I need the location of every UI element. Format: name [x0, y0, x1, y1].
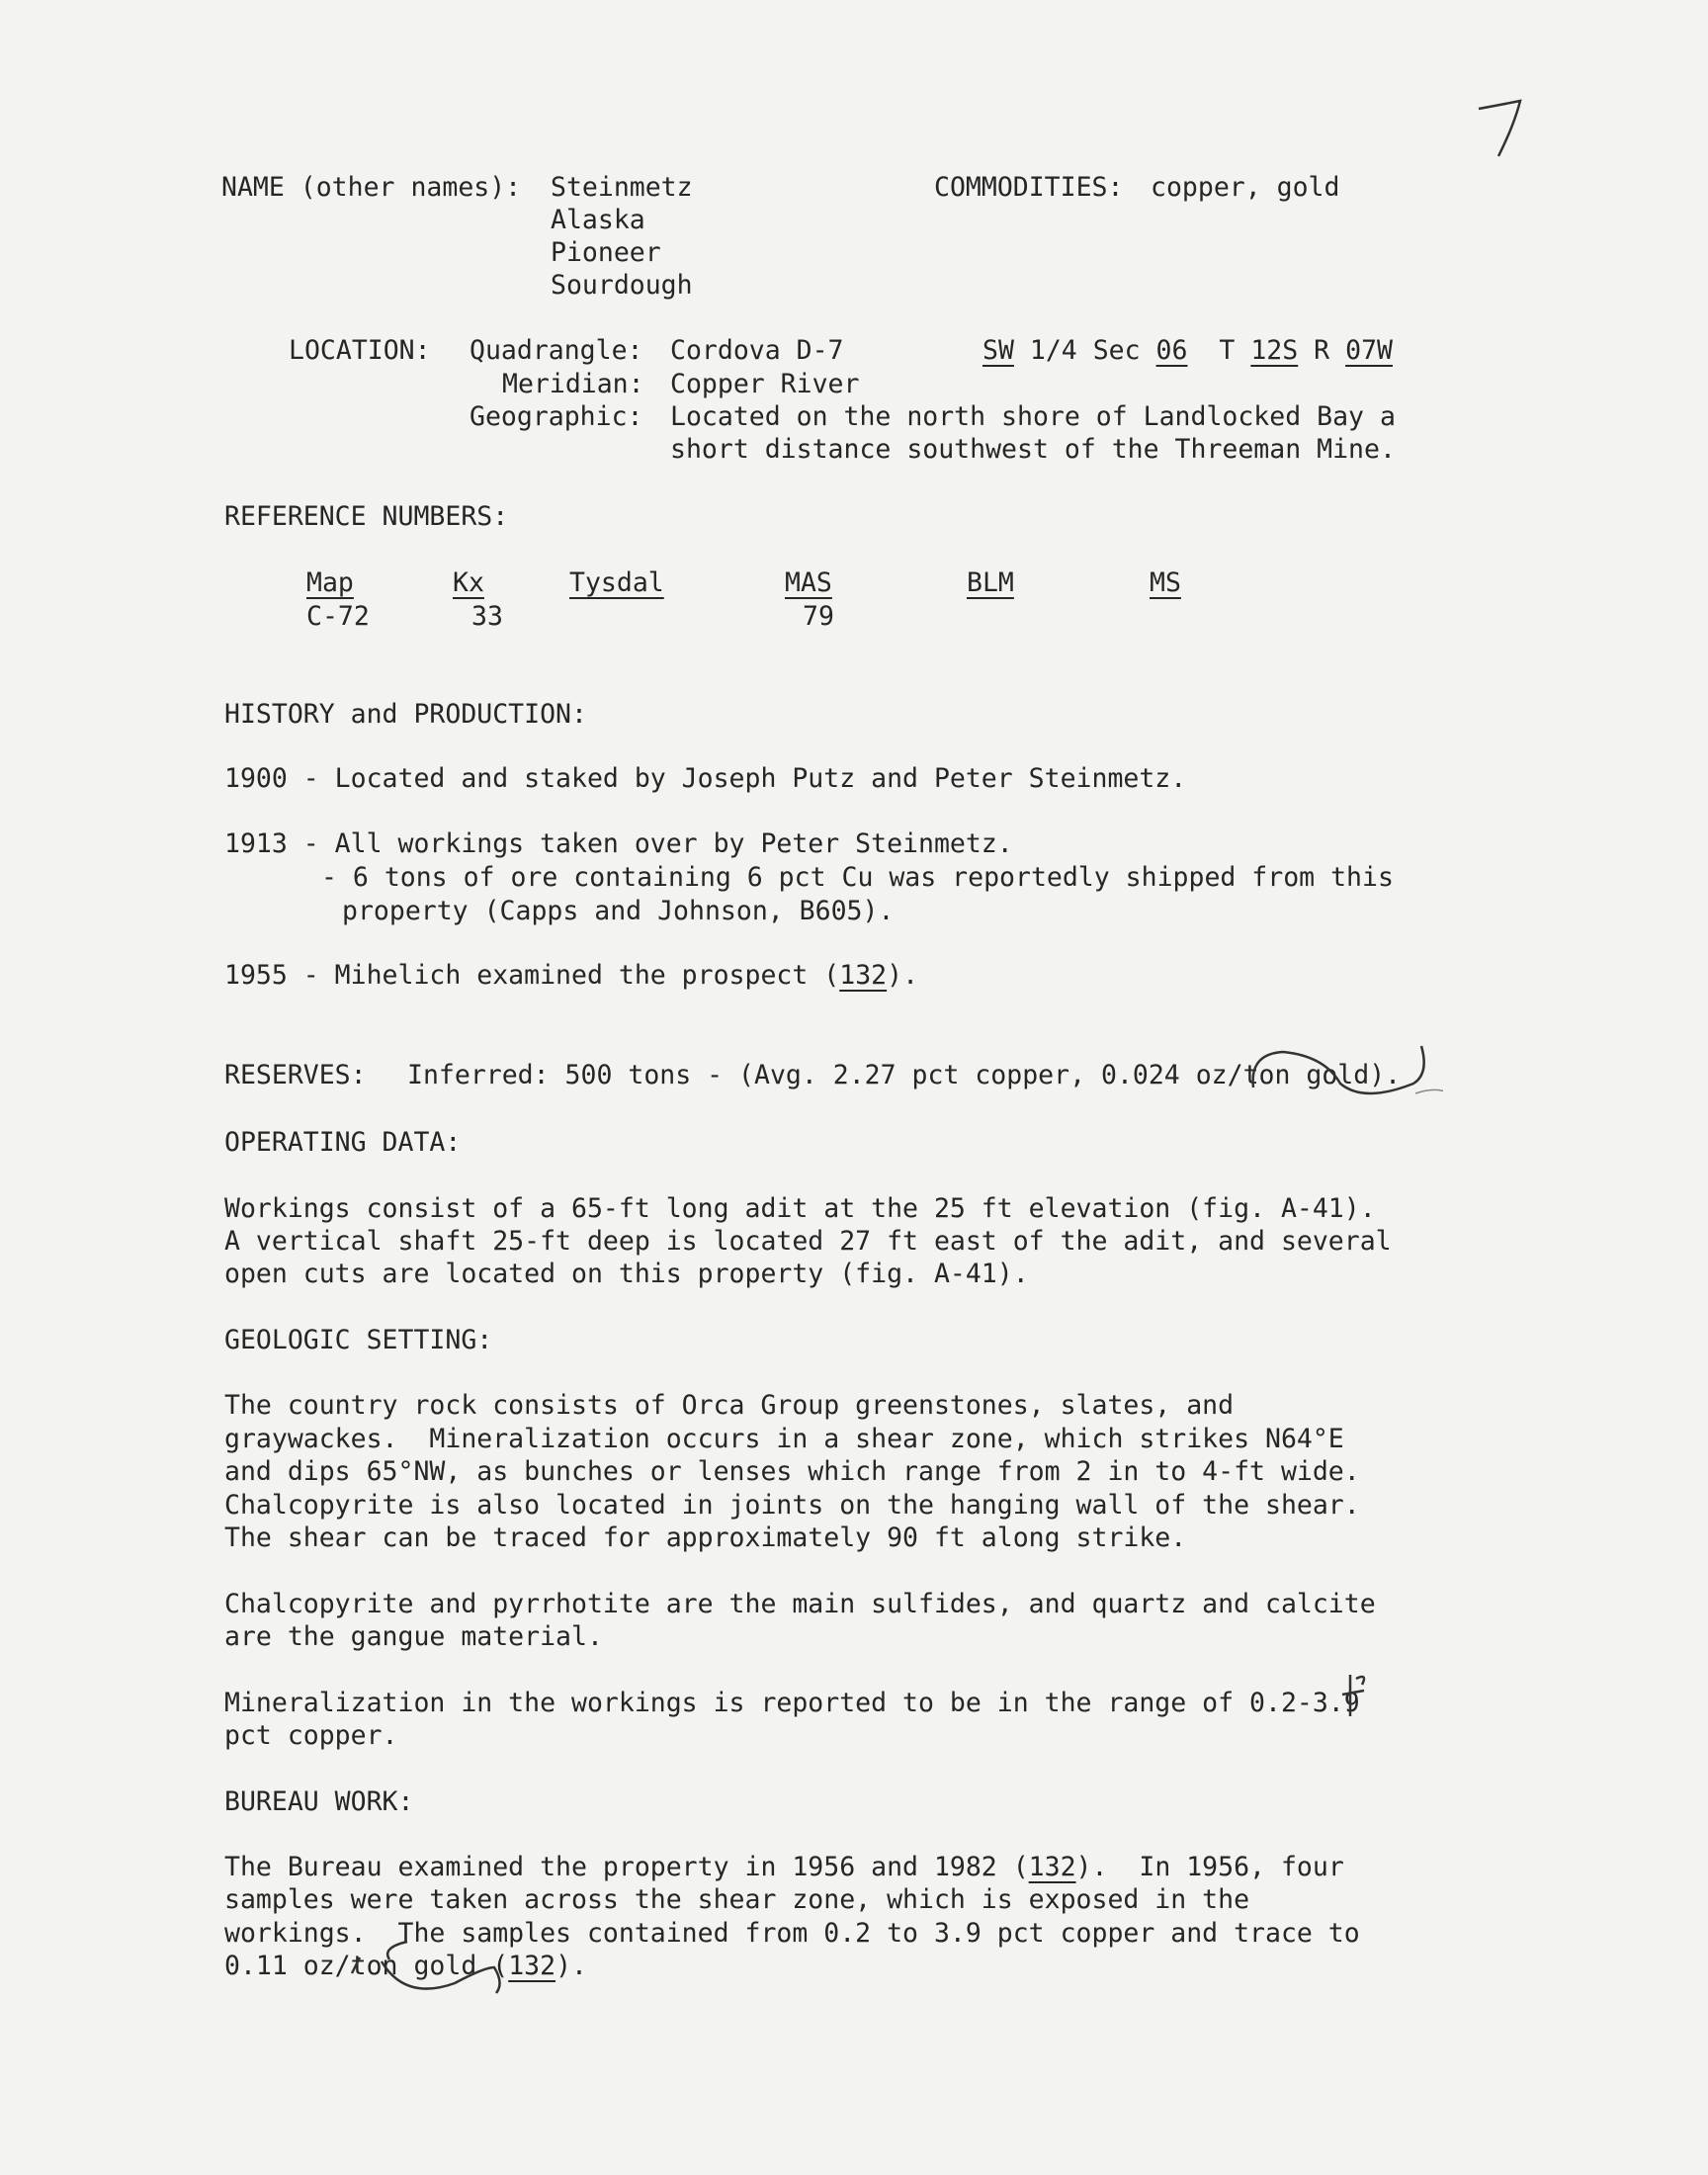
geographic-label: Geographic: — [470, 401, 643, 432]
name-steinmetz: Steinmetz — [551, 172, 693, 203]
geologic-p3-line-2: pct copper. — [224, 1720, 398, 1751]
page-mark-text — [1483, 109, 1489, 120]
history-1955 — [224, 959, 918, 993]
ref-value-kx: 33 — [471, 601, 503, 632]
reserves-text: Inferred: 500 tons - (Avg. 2.27 pct copper, 0.024 oz/ton gold). — [407, 1060, 1402, 1090]
name-pioneer: Pioneer — [551, 237, 661, 268]
operating-data-label: OPERATING DATA: — [224, 1127, 462, 1158]
township-label: T — [1219, 335, 1236, 366]
handwritten-dash-mark — [1334, 1667, 1374, 1726]
range-value: 07W — [1345, 335, 1393, 366]
reference-numbers-label: REFERENCE NUMBERS: — [224, 501, 509, 532]
geologic-p2-line-1: Chalcopyrite and pyrrhotite are the main sulfides, and quartz and calcite — [224, 1589, 1376, 1619]
location-plss — [982, 334, 1393, 368]
section-value: 06 — [1155, 335, 1188, 366]
operating-line-1: Workings consist of a 65-ft long adit at the 25 ft elevation (fig. A-41). — [224, 1193, 1376, 1224]
bureau-line-4-ref: 132 — [508, 1951, 556, 1981]
geologic-p2-line-2: are the gangue material. — [224, 1621, 603, 1652]
quarter-suffix: 1/4 Sec — [1029, 335, 1141, 366]
quadrangle-label: Quadrangle: — [470, 335, 643, 366]
history-1913-b: - 6 tons of ore containing 6 pct Cu was reportedly shipped from this — [321, 862, 1394, 893]
bureau-work-label: BUREAU WORK: — [224, 1786, 414, 1817]
history-1955-end: ). — [887, 960, 919, 991]
ref-header-tysdal: Tysdal — [569, 567, 664, 598]
reserves-label: RESERVES: — [224, 1060, 367, 1090]
ref-value-map: C-72 — [306, 601, 370, 632]
name-alaska: Alaska — [551, 205, 645, 235]
operating-line-3: open cuts are located on this property (fig. A-41). — [224, 1259, 1029, 1289]
quarter-value: SW — [982, 335, 1014, 366]
ref-header-ms: MS — [1150, 567, 1181, 598]
geologic-p1-line-1: The country rock consists of Orca Group greenstones, slates, and — [224, 1390, 1235, 1421]
bureau-line-1-text: The Bureau examined the property in 1956 and 1982 ( — [224, 1852, 1029, 1882]
history-1955-ref: 132 — [839, 960, 888, 991]
bureau-line-4-end: ). — [555, 1951, 587, 1981]
geologic-p1-line-4: Chalcopyrite is also located in joints on the hanging wall of the shear. — [224, 1490, 1360, 1521]
geologic-p3-line-1: Mineralization in the workings is reported to be in the range of 0.2-3.9 — [224, 1688, 1360, 1718]
ref-header-map: Map — [306, 567, 354, 598]
handwritten-seven-mark — [1471, 95, 1540, 164]
meridian-value: Copper River — [670, 369, 860, 399]
bureau-line-3: workings. The samples contained from 0.2 to 3.9 pct copper and trace to — [224, 1918, 1360, 1949]
ref-header-mas: MAS — [785, 567, 832, 598]
quadrangle-value: Cordova D-7 — [670, 335, 844, 366]
ref-header-blm: BLM — [967, 567, 1014, 598]
history-1900: 1900 - Located and staked by Joseph Putz and Peter Steinmetz. — [224, 763, 1187, 794]
geographic-line-1: Located on the north shore of Landlocked Bay a — [670, 401, 1396, 432]
commodities-value: copper, gold — [1151, 172, 1340, 203]
handwritten-circle-mark — [1226, 1036, 1443, 1115]
geologic-setting-label: GEOLOGIC SETTING: — [224, 1325, 493, 1355]
ref-header-kx: Kx — [453, 567, 484, 598]
bureau-line-2: samples were taken across the shear zone, which is exposed in the — [224, 1884, 1250, 1915]
history-1955-text: 1955 - Mihelich examined the prospect ( — [224, 960, 840, 991]
name-sourdough: Sourdough — [551, 270, 693, 301]
bureau-line-4-text: 0.11 oz/ton gold ( — [224, 1951, 509, 1981]
history-1913-c: property (Capps and Johnson, B605). — [342, 896, 895, 926]
ref-value-mas: 79 — [803, 601, 834, 632]
range-label: R — [1314, 335, 1330, 366]
name-label: NAME (other names): — [221, 172, 522, 203]
geologic-p1-line-2: graywackes. Mineralization occurs in a shear zone, which strikes N64°E — [224, 1424, 1344, 1454]
handwritten-underline-mark — [346, 1928, 524, 2007]
history-label: HISTORY and PRODUCTION: — [224, 699, 587, 730]
bureau-line-1-ref: 132 — [1028, 1852, 1076, 1882]
history-1913-a: 1913 - All workings taken over by Peter Steinmetz. — [224, 828, 1013, 859]
location-label: LOCATION: — [289, 335, 431, 366]
bureau-line-1-end: ). In 1956, four — [1075, 1852, 1344, 1882]
geologic-p1-line-5: The shear can be traced for approximately 90 ft along strike. — [224, 1522, 1187, 1553]
geographic-line-2: short distance southwest of the Threeman Mine. — [670, 434, 1396, 465]
bureau-line-1 — [224, 1851, 1344, 1884]
operating-line-2: A vertical shaft 25-ft deep is located 27 ft east of the adit, and several — [224, 1226, 1392, 1257]
township-value: 12S — [1250, 335, 1299, 366]
geologic-p1-line-3: and dips 65°NW, as bunches or lenses which range from 2 in to 4-ft wide. — [224, 1456, 1360, 1487]
meridian-label: Meridian: — [502, 369, 644, 399]
commodities-label: COMMODITIES: — [934, 172, 1124, 203]
